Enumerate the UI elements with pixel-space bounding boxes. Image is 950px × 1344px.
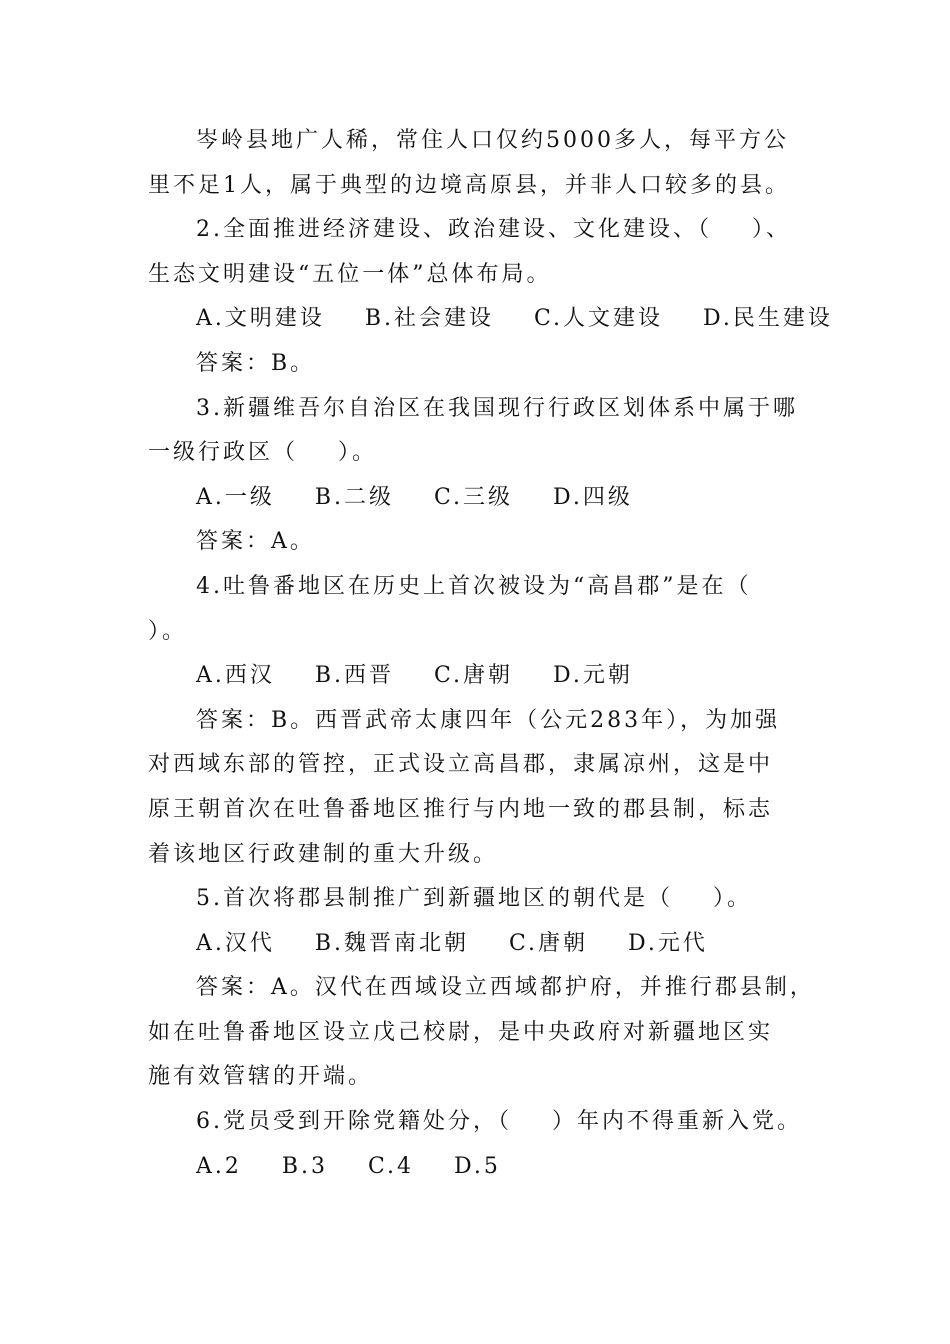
text-line: 施有效管辖的开端。 <box>148 1064 374 1090</box>
document-page <box>148 119 833 1189</box>
answer-2: 答案：B。 <box>196 350 316 376</box>
question-4: 4.吐鲁番地区在历史上首次被设为“高昌郡”是在（ <box>196 573 752 599</box>
text-line: 着该地区行政建制的重大升级。 <box>148 841 499 867</box>
options-6: A.2 B.3 C.4 D.5 <box>196 1153 501 1179</box>
question-6: 6.党员受到开除党籍处分，（ ）年内不得重新入党。 <box>196 1109 802 1135</box>
options-5: A.汉代 B.魏晋南北朝 C.唐朝 D.元代 <box>196 930 708 956</box>
question-2: 2.全面推进经济建设、政治建设、文化建设、（ ）、 <box>196 217 791 243</box>
options-3: A.一级 B.二级 C.三级 D.四级 <box>196 484 633 510</box>
text-line: 原王朝首次在吐鲁番地区推行与内地一致的郡县制，标志 <box>148 796 774 822</box>
text-line: ）。 <box>148 618 188 644</box>
options-4: A.西汉 B.西晋 C.唐朝 D.元朝 <box>196 663 633 689</box>
text-line: 岑岭县地广人稀，常住人口仅约5000多人，每平方公 <box>196 128 789 153</box>
answer-3: 答案：A。 <box>196 529 315 555</box>
text-line: 一级行政区（ ）。 <box>148 440 377 466</box>
text-line: 对西域东部的管控，正式设立高昌郡，隶属凉州，这是中 <box>148 752 774 778</box>
answer-4: 答案：B。西晋武帝太康四年（公元283年），为加强 <box>196 707 781 733</box>
options-2: A.文明建设 B.社会建设 C.人文建设 D.民生建设 <box>196 306 833 332</box>
question-5: 5.首次将郡县制推广到新疆地区的朝代是（ ）。 <box>196 886 752 912</box>
text-line: 里不足1人，属于典型的边境高原县，并非人口较多的县。 <box>148 172 790 198</box>
text-line: 如在吐鲁番地区设立戊己校尉，是中央政府对新疆地区实 <box>148 1019 774 1045</box>
question-3: 3.新疆维吾尔自治区在我国现行行政区划体系中属于哪 <box>196 395 798 421</box>
answer-5: 答案：A。汉代在西域设立西域都护府，并推行郡县制， <box>196 975 815 1001</box>
text-line: 生态文明建设“五位一体”总体布局。 <box>148 261 552 287</box>
